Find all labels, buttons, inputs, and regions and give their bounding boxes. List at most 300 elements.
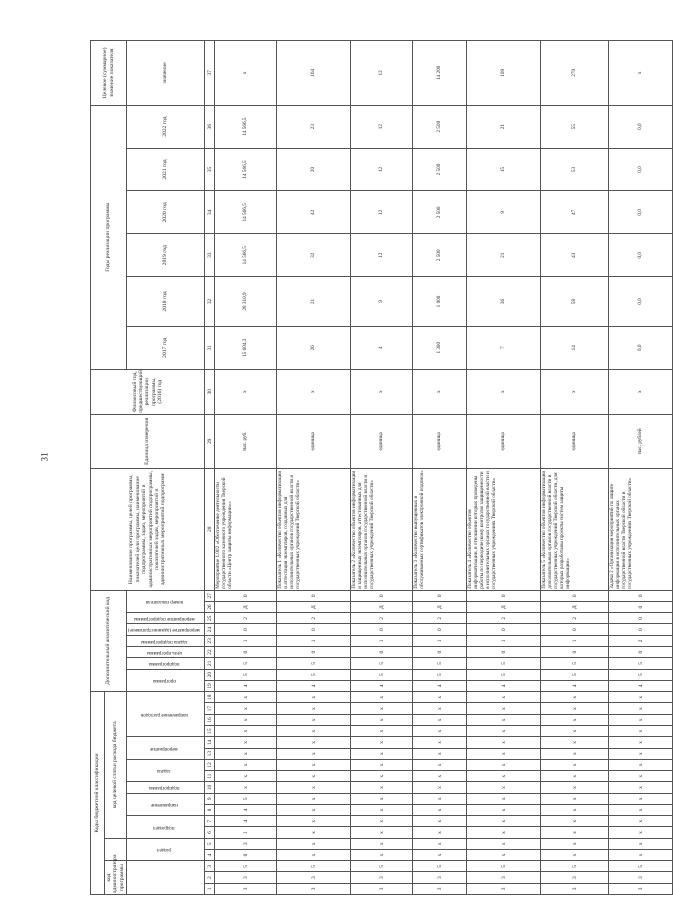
code-cell: x bbox=[541, 759, 609, 770]
row-year-value: 0,0 bbox=[609, 191, 673, 234]
row-year-value: 12 bbox=[351, 234, 413, 277]
row-unit: единица bbox=[467, 414, 541, 468]
code-cell: 5 bbox=[413, 861, 467, 872]
code-cell: x bbox=[467, 771, 541, 782]
row-year-value: 0,0 bbox=[609, 326, 673, 369]
code-cell: x bbox=[351, 692, 413, 703]
column-number: 10 bbox=[205, 782, 215, 793]
code-cell: 4 bbox=[215, 680, 277, 691]
row-final: x bbox=[541, 369, 609, 414]
row-year-value: 21 bbox=[277, 277, 351, 327]
row-year-value: 21 bbox=[467, 105, 541, 148]
code-cell: x bbox=[609, 692, 673, 703]
col-zadacha: задача bbox=[157, 768, 171, 774]
code-cell: 0 bbox=[215, 849, 277, 860]
row-unit: единица bbox=[413, 414, 467, 468]
code-cell: x bbox=[467, 703, 541, 714]
column-number: 8 bbox=[205, 804, 215, 815]
group-target: Целевое (суммарное) значение показателя bbox=[91, 41, 127, 106]
code-cell: x bbox=[541, 771, 609, 782]
code-cell: 0 bbox=[609, 613, 673, 624]
row-year-value: 0,0 bbox=[609, 234, 673, 277]
code-cell: 5 bbox=[277, 669, 351, 680]
code-cell: 3 bbox=[467, 872, 541, 883]
code-cell: 1 bbox=[413, 635, 467, 646]
row-year-value: 0,0 bbox=[609, 277, 673, 327]
code-cell: 3 bbox=[413, 883, 467, 894]
code-cell: x bbox=[609, 816, 673, 827]
code-cell: 5 bbox=[277, 861, 351, 872]
year-2021: 2021 год bbox=[127, 148, 205, 191]
code-cell: 0 bbox=[277, 590, 351, 601]
row-final: x bbox=[351, 369, 413, 414]
code-cell: 3 bbox=[215, 838, 277, 849]
code-cell: 5 bbox=[215, 793, 277, 804]
table-body bbox=[215, 41, 673, 895]
code-cell: Д bbox=[467, 601, 541, 612]
code-cell: 5 bbox=[609, 861, 673, 872]
code-cell: x bbox=[215, 726, 277, 737]
code-cell: x bbox=[467, 692, 541, 703]
code-cell: 0 bbox=[609, 647, 673, 658]
row-year-value: 2 500 bbox=[413, 234, 467, 277]
row-year-value: 28 310,9 bbox=[215, 277, 277, 327]
col-razdel: раздел bbox=[157, 847, 172, 853]
col-cel: цель программы bbox=[146, 650, 182, 656]
code-cell: x bbox=[609, 793, 673, 804]
code-cell: x bbox=[351, 804, 413, 815]
code-cell: 3 bbox=[467, 883, 541, 894]
code-cell: 5 bbox=[413, 669, 467, 680]
column-number: 12 bbox=[205, 759, 215, 770]
code-cell: 0 bbox=[467, 647, 541, 658]
code-cell: 0 bbox=[609, 590, 673, 601]
column-number: 31 bbox=[205, 326, 215, 369]
column-number: 21 bbox=[205, 658, 215, 669]
code-cell: 1 bbox=[351, 635, 413, 646]
code-cell: 0 bbox=[467, 624, 541, 635]
code-cell: 0 bbox=[609, 601, 673, 612]
code-cell: x bbox=[215, 714, 277, 725]
table-row bbox=[609, 41, 673, 895]
code-cell: x bbox=[467, 714, 541, 725]
code-cell: 5 bbox=[351, 861, 413, 872]
code-cell: 5 bbox=[609, 658, 673, 669]
col-meropriyatie: мероприятие bbox=[150, 745, 179, 751]
code-cell: x bbox=[215, 737, 277, 748]
row-unit: тыс. рублей bbox=[609, 414, 673, 468]
col-napravlenie: направление bbox=[150, 802, 178, 808]
code-cell: x bbox=[609, 771, 673, 782]
code-cell: 4 bbox=[467, 680, 541, 691]
column-number: 29 bbox=[205, 414, 215, 468]
row-name: Задача 2 «Организация мероприятий по защите информации в исполнительных органах государственной власти Тверской области и государственных учреждениях Тверской области» bbox=[609, 468, 673, 590]
col-programma: программа bbox=[152, 678, 176, 684]
code-cell: x bbox=[351, 759, 413, 770]
code-cell: Д bbox=[277, 601, 351, 612]
code-cell: 4 bbox=[609, 680, 673, 691]
row-year-value: 47 bbox=[541, 191, 609, 234]
row-year-value: 9 bbox=[467, 191, 541, 234]
row-year-value: 2 500 bbox=[413, 105, 467, 148]
row-name: Мероприятие 1.002 «Обеспечение деятельности государственного казенного учреждения Тверской области «Центр защиты информации»» bbox=[215, 468, 277, 590]
code-cell: 5 bbox=[277, 658, 351, 669]
row-year-value: 14 566,5 bbox=[215, 105, 277, 148]
code-cell: 5 bbox=[467, 658, 541, 669]
code-cell: 4 bbox=[277, 680, 351, 691]
code-cell: 4 bbox=[215, 804, 277, 815]
code-cell: 0 bbox=[351, 624, 413, 635]
code-cell: x bbox=[413, 748, 467, 759]
column-number: 7 bbox=[205, 816, 215, 827]
row-year-value: 53 bbox=[541, 148, 609, 191]
code-cell: x bbox=[609, 849, 673, 860]
code-cell: x bbox=[541, 782, 609, 793]
code-cell: x bbox=[541, 816, 609, 827]
admin-cell bbox=[127, 861, 205, 895]
code-cell: x bbox=[277, 816, 351, 827]
row-year-value: 58 bbox=[541, 277, 609, 327]
column-number: 22 bbox=[205, 647, 215, 658]
code-cell: 4 bbox=[215, 816, 277, 827]
code-cell: x bbox=[609, 714, 673, 725]
code-cell: x bbox=[609, 703, 673, 714]
code-cell: 4 bbox=[413, 680, 467, 691]
column-number: 23 bbox=[205, 635, 215, 646]
year-2022: 2022 год bbox=[127, 105, 205, 148]
code-cell: 0 bbox=[413, 590, 467, 601]
code-cell: x bbox=[609, 726, 673, 737]
code-cell: 5 bbox=[215, 669, 277, 680]
code-cell: x bbox=[467, 737, 541, 748]
row-year-value: 42 bbox=[277, 191, 351, 234]
code-cell: 0 bbox=[413, 624, 467, 635]
code-cell: 2 bbox=[351, 613, 413, 624]
code-cell: Д bbox=[413, 601, 467, 612]
code-cell: x bbox=[541, 804, 609, 815]
row-year-value: 0,0 bbox=[609, 105, 673, 148]
code-cell: x bbox=[467, 748, 541, 759]
code-cell: x bbox=[215, 771, 277, 782]
code-cell: x bbox=[541, 692, 609, 703]
code-cell: Д bbox=[541, 601, 609, 612]
row-year-value: 55 bbox=[541, 105, 609, 148]
col-unit: Единица измерения bbox=[91, 414, 205, 468]
code-cell: x bbox=[351, 703, 413, 714]
code-cell: x bbox=[413, 703, 467, 714]
column-number: 15 bbox=[205, 726, 215, 737]
table-row bbox=[215, 41, 277, 895]
code-cell: 0 bbox=[351, 647, 413, 658]
row-year-value: 1 300 bbox=[413, 326, 467, 369]
code-cell: 3 bbox=[277, 872, 351, 883]
code-cell: 2 bbox=[413, 613, 467, 624]
row-unit: тыс. руб. bbox=[215, 414, 277, 468]
code-cell: 2 bbox=[609, 635, 673, 646]
code-cell: 3 bbox=[351, 872, 413, 883]
code-cell: x bbox=[467, 726, 541, 737]
code-cell: x bbox=[413, 804, 467, 815]
code-cell: 2 bbox=[215, 613, 277, 624]
row-target-value: 109 bbox=[467, 41, 541, 106]
code-cell: 5 bbox=[541, 861, 609, 872]
code-cell: x bbox=[413, 771, 467, 782]
column-number: 34 bbox=[205, 191, 215, 234]
row-name: Показатель 5 «Количество объектов информатизации дополнительных органов государственной власти и государственных учреждений Тверской области, для которых разработаны проекты систем защиты информации» bbox=[541, 468, 609, 590]
code-cell: x bbox=[351, 838, 413, 849]
row-target-value: 14 200 bbox=[413, 41, 467, 106]
row-year-value: 32 bbox=[277, 234, 351, 277]
code-cell: x bbox=[467, 816, 541, 827]
column-number: 9 bbox=[205, 793, 215, 804]
code-cell: x bbox=[277, 759, 351, 770]
row-target-value: 12 bbox=[351, 41, 413, 106]
code-cell: x bbox=[413, 726, 467, 737]
row-year-value: 14 bbox=[541, 326, 609, 369]
code-cell: x bbox=[413, 714, 467, 725]
column-number: 1 bbox=[205, 883, 215, 894]
code-cell: x bbox=[277, 714, 351, 725]
code-cell: 3 bbox=[351, 883, 413, 894]
code-cell: x bbox=[467, 793, 541, 804]
table-row bbox=[541, 41, 609, 895]
code-cell: 0 bbox=[541, 647, 609, 658]
row-name: Показатель 4 «Количество объектов информатизации, в отношении которых проведены работы по периодическому контролю защищенности в исполнительных органах государственной власти и государственных учреждениях Тверской области» bbox=[467, 468, 541, 590]
row-name: Показатель 3 «Количество выпущенных и обслуживаемых сертификатов электронной подписи» bbox=[413, 468, 467, 590]
row-unit: единица bbox=[277, 414, 351, 468]
code-cell: x bbox=[277, 692, 351, 703]
row-year-value: 2 500 bbox=[413, 148, 467, 191]
col-name: Наименование программы, целей программы, показателей цели программы, наименование подпрограммы, задач, мероприятий и административных мероприятий подпрограммы, показателей задач, мероприятий и административных мероприятий подпрограмм bbox=[91, 468, 205, 590]
code-cell: 5 bbox=[215, 861, 277, 872]
group-expense: код целевой статьи расхода бюджета bbox=[105, 692, 127, 839]
row-year-value: 26 bbox=[277, 326, 351, 369]
row-year-value: 14 566,5 bbox=[215, 148, 277, 191]
column-number: 25 bbox=[205, 613, 215, 624]
code-cell: x bbox=[413, 692, 467, 703]
code-cell: x bbox=[351, 816, 413, 827]
column-number: 18 bbox=[205, 692, 215, 703]
row-name: Показатель 1 «Количество объектов информатизации и аттестация экземпляров, созданных для исполнительных органов государственной власти и государственных учреждений Тверской области» bbox=[277, 468, 351, 590]
code-cell: 3 bbox=[609, 872, 673, 883]
code-cell: x bbox=[541, 726, 609, 737]
code-cell: x bbox=[351, 849, 413, 860]
code-cell: 3 bbox=[609, 883, 673, 894]
row-year-value: 9 bbox=[351, 277, 413, 327]
program-table bbox=[90, 40, 673, 895]
code-cell: 5 bbox=[413, 658, 467, 669]
group-admin: код администратора программы bbox=[106, 854, 125, 893]
code-cell: x bbox=[215, 692, 277, 703]
code-cell: 0 bbox=[351, 590, 413, 601]
column-number-row bbox=[205, 41, 215, 895]
row-year-value: 4 bbox=[351, 326, 413, 369]
code-cell: 2 bbox=[467, 613, 541, 624]
group-extra: Дополнительный аналитический код bbox=[91, 590, 127, 691]
col-podprogramma: подпрограмма bbox=[148, 785, 180, 791]
column-number: 3 bbox=[205, 861, 215, 872]
code-cell: x bbox=[351, 748, 413, 759]
code-cell: x bbox=[609, 759, 673, 770]
code-cell: x bbox=[351, 726, 413, 737]
code-cell: x bbox=[609, 838, 673, 849]
code-cell: x bbox=[467, 838, 541, 849]
code-cell: x bbox=[351, 793, 413, 804]
code-cell: Д bbox=[215, 601, 277, 612]
code-cell: 5 bbox=[351, 658, 413, 669]
code-cell: x bbox=[467, 804, 541, 815]
row-year-value: 15 604,3 bbox=[215, 326, 277, 369]
code-cell: x bbox=[351, 782, 413, 793]
column-number: 6 bbox=[205, 827, 215, 838]
col-podprogramma2: подпрограмма bbox=[148, 661, 180, 667]
row-final: x bbox=[467, 369, 541, 414]
row-name: Показатель 2 «Количество объектов информатизации и защищенных экземпляров, аттестованных для исполнительных органов государственной власти и государственных учреждений Тверской области» bbox=[351, 468, 413, 590]
year-2020: 2020 год bbox=[127, 191, 205, 234]
col-rashod: направление расходов bbox=[140, 712, 188, 718]
code-cell: 4 bbox=[541, 680, 609, 691]
column-number: 19 bbox=[205, 680, 215, 691]
code-cell: 1 bbox=[467, 635, 541, 646]
code-cell: x bbox=[277, 782, 351, 793]
row-unit: единица bbox=[541, 414, 609, 468]
code-cell: 1 bbox=[541, 635, 609, 646]
row-year-value: 14 566,5 bbox=[215, 234, 277, 277]
code-cell: 1 bbox=[215, 635, 277, 646]
code-cell: x bbox=[215, 748, 277, 759]
code-cell: x bbox=[609, 827, 673, 838]
column-number: 5 bbox=[205, 838, 215, 849]
code-cell: 4 bbox=[351, 680, 413, 691]
code-cell: x bbox=[277, 748, 351, 759]
column-number: 28 bbox=[205, 468, 215, 590]
group-budget: Коды бюджетной классификации bbox=[91, 692, 105, 895]
column-number: 30 bbox=[205, 369, 215, 414]
year-2017: 2017 год bbox=[127, 326, 205, 369]
code-cell: x bbox=[277, 793, 351, 804]
code-cell: 3 bbox=[541, 872, 609, 883]
code-cell: x bbox=[609, 804, 673, 815]
code-cell: x bbox=[351, 714, 413, 725]
code-cell: x bbox=[609, 748, 673, 759]
year-2018: 2018 год bbox=[127, 277, 205, 327]
row-target-value: 164 bbox=[277, 41, 351, 106]
row-year-value: 21 bbox=[467, 234, 541, 277]
row-target-value: x bbox=[609, 41, 673, 106]
row-target-value: x bbox=[215, 41, 277, 106]
code-cell: x bbox=[541, 703, 609, 714]
code-cell: x bbox=[277, 726, 351, 737]
col-final: Финансовый год, предшествующий реализации программы, (2016) год bbox=[91, 369, 205, 414]
column-number: 32 bbox=[205, 277, 215, 327]
row-unit: единица bbox=[351, 414, 413, 468]
code-cell: x bbox=[541, 714, 609, 725]
code-cell: 2 bbox=[277, 613, 351, 624]
row-year-value: 12 bbox=[351, 191, 413, 234]
row-year-value: 20 bbox=[277, 148, 351, 191]
column-number: 2 bbox=[205, 872, 215, 883]
code-cell: 5 bbox=[609, 669, 673, 680]
page-number: 31 bbox=[39, 452, 50, 462]
code-cell: x bbox=[541, 793, 609, 804]
column-number: 16 bbox=[205, 714, 215, 725]
code-cell: x bbox=[413, 782, 467, 793]
code-cell: 3 bbox=[215, 872, 277, 883]
row-year-value: 7 bbox=[467, 326, 541, 369]
code-cell: 0 bbox=[215, 590, 277, 601]
row-final: x bbox=[413, 369, 467, 414]
col-value: значение bbox=[127, 41, 205, 106]
code-cell: 5 bbox=[215, 658, 277, 669]
code-cell: 5 bbox=[467, 861, 541, 872]
col-meropriyatie3: мероприятие подпрограммы bbox=[133, 616, 195, 622]
code-cell: 0 bbox=[541, 624, 609, 635]
code-cell: x bbox=[467, 782, 541, 793]
column-number: 35 bbox=[205, 148, 215, 191]
code-cell: x bbox=[215, 782, 277, 793]
column-number: 37 bbox=[205, 41, 215, 106]
code-cell: 5 bbox=[467, 669, 541, 680]
col-podrazdel: подраздел bbox=[153, 824, 175, 830]
code-cell: x bbox=[413, 793, 467, 804]
code-cell: 0 bbox=[215, 647, 277, 658]
code-cell: x bbox=[541, 737, 609, 748]
column-number: 24 bbox=[205, 624, 215, 635]
code-cell: x bbox=[413, 849, 467, 860]
code-cell: x bbox=[467, 759, 541, 770]
row-year-value: 15 bbox=[467, 148, 541, 191]
code-cell: 5 bbox=[541, 658, 609, 669]
group-years: Годы реализации программы bbox=[91, 105, 127, 369]
code-cell: 3 bbox=[277, 883, 351, 894]
table-row bbox=[277, 41, 351, 895]
row-year-value: 12 bbox=[351, 148, 413, 191]
row-year-value: 43 bbox=[541, 234, 609, 277]
column-number: 36 bbox=[205, 105, 215, 148]
code-cell: x bbox=[413, 759, 467, 770]
column-number: 33 bbox=[205, 234, 215, 277]
col-meropriyatie2: мероприятие (административное) bbox=[128, 627, 201, 633]
code-cell: 0 bbox=[215, 624, 277, 635]
code-cell: 2 bbox=[541, 613, 609, 624]
row-year-value: 12 bbox=[351, 105, 413, 148]
row-year-value: 2 500 bbox=[413, 191, 467, 234]
code-cell: x bbox=[413, 816, 467, 827]
code-cell: 3 bbox=[413, 872, 467, 883]
col-zadacha-podprogrammy: задача подпрограммы bbox=[140, 638, 188, 644]
code-cell: 0 bbox=[277, 624, 351, 635]
code-cell: 0 bbox=[413, 647, 467, 658]
row-year-value: 0,0 bbox=[609, 148, 673, 191]
row-target-value: 270 bbox=[541, 41, 609, 106]
code-cell: x bbox=[541, 827, 609, 838]
code-cell: x bbox=[413, 827, 467, 838]
code-cell: x bbox=[541, 838, 609, 849]
code-cell: 1 bbox=[277, 635, 351, 646]
code-cell: 0 bbox=[277, 647, 351, 658]
row-year-value: 14 566,5 bbox=[215, 191, 277, 234]
code-cell: 0 bbox=[541, 590, 609, 601]
code-cell: 3 bbox=[541, 883, 609, 894]
column-number: 13 bbox=[205, 748, 215, 759]
code-cell: x bbox=[351, 771, 413, 782]
code-cell: 3 bbox=[215, 883, 277, 894]
code-cell: x bbox=[277, 703, 351, 714]
column-number: 20 bbox=[205, 669, 215, 680]
column-number: 11 bbox=[205, 771, 215, 782]
code-cell: 5 bbox=[541, 669, 609, 680]
code-cell: x bbox=[467, 827, 541, 838]
